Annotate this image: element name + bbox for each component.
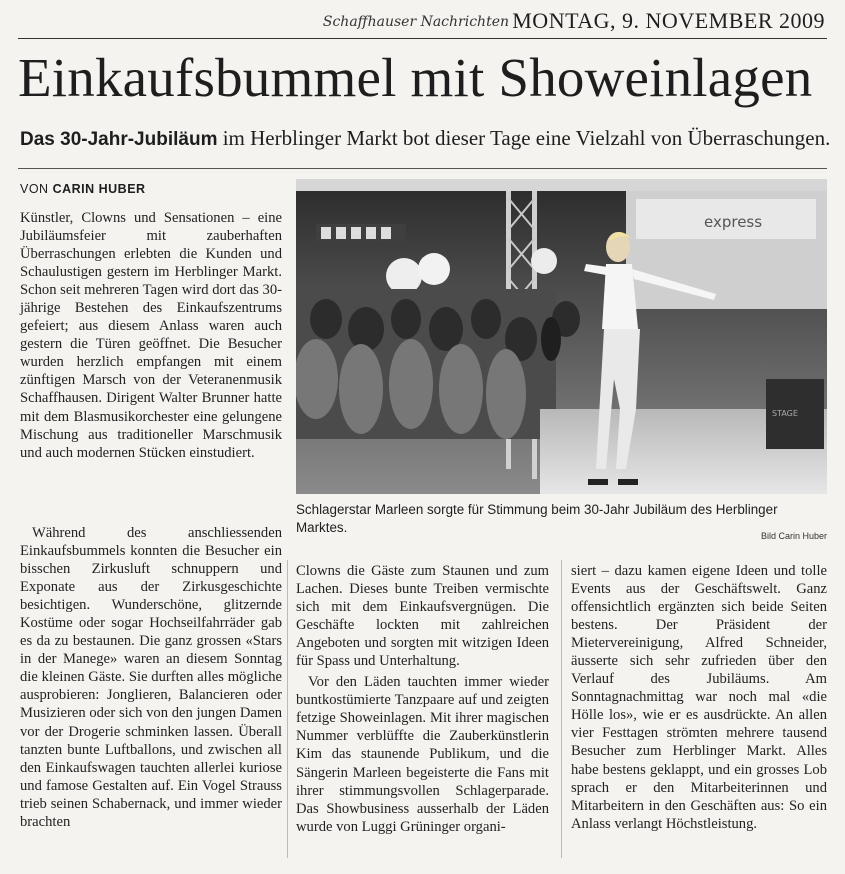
photo-caption: Schlagerstar Marleen sorgte für Stimmung beim 30-Jahr Jubiläum des Herblinger Marktes.	[296, 502, 778, 535]
issue-date: MONTAG, 9. NOVEMBER 2009	[512, 8, 825, 33]
byline-prefix: VON	[20, 182, 53, 196]
paragraph: Vor den Läden tauchten immer wieder buntkostümierte Tanzpaare auf und zeigten fetzige Showeinlagen. Mit ihrer magischen Nummer verblüffte die Zauberkünstlerin Kim das staunende Publikum, und die Sängerin Marleen begeisterte die Fans mit ihrer stimmungsvollen Schlagerparade. Das Showbusiness ausserhalb der Läden wurde von Luggi Grüninger organi-	[296, 674, 549, 835]
column-divider	[561, 560, 562, 858]
subheadline	[20, 126, 830, 151]
column-2	[296, 562, 549, 836]
column-1-bottom	[20, 524, 282, 831]
byline	[20, 182, 146, 196]
article-photo	[296, 179, 827, 494]
column-divider	[287, 560, 288, 858]
paragraph: Künstler, Clowns und Sensationen – eine Jubiläumsfeier mit zauberhaften Überraschungen erlebten die Kunden und Schaulustigen gestern im Herblinger Markt. Schon seit mehreren Tagen wird dort das 30-jährige Bestehen des Einkaufszentrums gefeiert; aus diesem Anlass waren auch gestern die Türen geöffnet. Die Besucher wurden herzlich empfangen mit einem zünftigen Marsch von der Veteranenmusik Schaffhausen. Dirigent Walter Brunner hatte mit dem Blasmusikorchester eine gelungene Mischung aus traditioneller Marschmusik und auch modernen Stücken einstudiert.	[20, 210, 282, 461]
paragraph: Clowns die Gäste zum Staunen und zum Lachen. Dieses bunte Treiben vermischte sich mit dem Einkaufsvergnügen. Die Geschäfte lockten mit zahlreichen Angeboten und sorgten mit witzigen Ideen für Spass und Unterhaltung.	[296, 563, 549, 670]
stage-label: STAGE	[772, 409, 798, 418]
store-sign-text: express	[704, 213, 763, 231]
paragraph: siert – dazu kamen eigene Ideen und tolle Events aus der Geschäftswelt. Ganz offensichtlich ergänzten sich beide Seiten bestens. Der Präsident der Mietervereinigung, Alfred Schneider, äusserte sich sehr zufrieden über den Verlauf des Jubiläums. Am Sonntagnachmittag war noch mal «die Hölle los», wie er es ausdrückte. An allen vier Festtagen strömten mehrere tausend Besucher zum Herblinger Markt. Alles habe bestens geklappt, und ein grosses Lob sprach er den Mitarbeiterinnen und Mitarbeitern in den Geschäften aus: So ein Anlass verlangt Höchstleistung.	[571, 563, 827, 832]
concert-photo-image	[296, 179, 827, 494]
photo-credit: Bild Carin Huber	[760, 531, 827, 541]
byline-author: CARIN HUBER	[52, 182, 146, 196]
top-rule	[18, 38, 827, 39]
paragraph: Während des anschliessenden Einkaufsbummels konnten die Besucher ein bisschen Zirkusluft schnuppern und Exponate aus der Zirkusgeschichte besichtigen. Wunderschöne, glitzernde Kostüme oder sogar Hochseilfahrräder gab es da zu bestaunen. Die ganz grossen «Stars in der Manege» waren an diesem Sonntag die kleinen Gäste. Sie durften alles mögliche ausprobieren: Jonglieren, Balancieren oder Musizieren oder sich von den jungen Damen vor der Drogerie schminken lassen. Überall tanzten bunte Luftballons, und zwischen all den Einkaufswagen tauchten allerlei kuriose und famose Gestalten auf. Ein Vogel Strauss trieb seinen Schabernack, und immer wieder brachten	[20, 525, 282, 830]
column-3	[571, 562, 827, 833]
subheadline-lead: Das 30-Jahr-Jubiläum	[20, 129, 218, 150]
headline: Einkaufsbummel mit Showeinlagen	[18, 47, 813, 108]
newspaper-name: Schaffhauser Nachrichten	[322, 14, 509, 30]
column-1-top	[20, 209, 282, 462]
masthead	[18, 8, 827, 36]
subheadline-text: im Herblinger Markt bot dieser Tage eine Vielzahl von Überraschungen.	[217, 126, 831, 150]
subheadline-rule	[18, 168, 827, 169]
